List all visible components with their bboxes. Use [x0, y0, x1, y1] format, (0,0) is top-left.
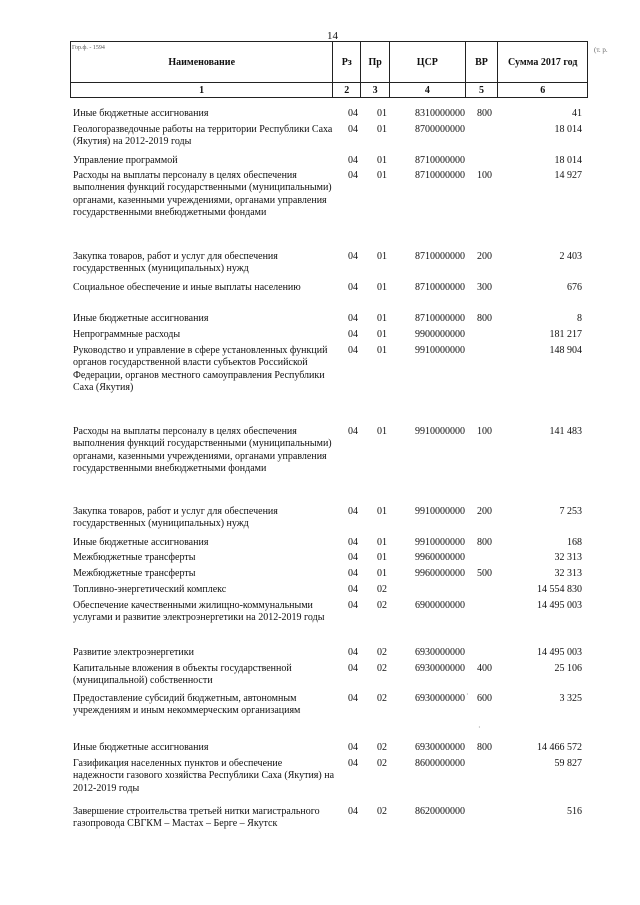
row-csr: 8620000000 — [415, 806, 465, 817]
row-csr: 6930000000 — [415, 647, 465, 658]
row-sum: 32 313 — [554, 552, 582, 563]
row-vr: 800 — [477, 108, 492, 119]
row-sum: 8 — [577, 313, 582, 324]
row-pr: 01 — [377, 552, 387, 563]
row-sum: 3 325 — [559, 693, 582, 704]
handwritten-note-left: Гор.ф. - 1594 — [72, 45, 105, 51]
row-rz: 04 — [348, 568, 358, 579]
row-sum: 25 106 — [554, 663, 582, 674]
row-pr: 01 — [377, 426, 387, 437]
row-pr: 02 — [377, 806, 387, 817]
row-sum: 141 483 — [549, 426, 582, 437]
row-rz: 04 — [348, 251, 358, 262]
row-rz: 04 — [348, 742, 358, 753]
row-pr: 02 — [377, 742, 387, 753]
row-vr: 800 — [477, 313, 492, 324]
header-rz: Рз — [333, 42, 361, 83]
row-csr: 9960000000 — [415, 568, 465, 579]
row-name: Руководство и управление в сфере установленных функций органов государственной власти субъектов Российской Федерации, органов местного самоуправления Республики Саха (Якутия) — [73, 345, 328, 394]
row-rz: 04 — [348, 108, 358, 119]
row-rz: 04 — [348, 806, 358, 817]
row-pr: 02 — [377, 758, 387, 769]
row-vr: 100 — [477, 426, 492, 437]
row-name: Межбюджетные трансферты — [73, 552, 196, 563]
header-num-2: 2 — [333, 83, 361, 98]
row-csr: 6930000000 — [415, 693, 465, 704]
row-rz: 04 — [348, 506, 358, 517]
handwritten-note-right: (т. р. — [594, 46, 608, 54]
row-csr: 9900000000 — [415, 329, 465, 340]
row-pr: 01 — [377, 313, 387, 324]
page-number: 14 — [327, 30, 338, 42]
row-rz: 04 — [348, 426, 358, 437]
row-vr: 300 — [477, 282, 492, 293]
row-sum: 14 495 003 — [537, 600, 582, 611]
row-sum: 14 495 003 — [537, 647, 582, 658]
row-name: Топливно-энергетический комплекс — [73, 584, 227, 595]
header-pr: Пр — [361, 42, 390, 83]
row-sum: 7 253 — [559, 506, 582, 517]
row-pr: 01 — [377, 108, 387, 119]
row-rz: 04 — [348, 345, 358, 356]
row-csr: 6930000000 — [415, 742, 465, 753]
row-rz: 04 — [348, 170, 358, 181]
row-name: Геологоразведочные работы на территории Республики Саха (Якутия) на 2012-2019 годы — [73, 124, 333, 148]
row-pr: 01 — [377, 506, 387, 517]
row-sum: 14 466 572 — [537, 742, 582, 753]
header-name: Наименование — [71, 42, 333, 83]
row-name: Иные бюджетные ассигнования — [73, 537, 209, 548]
row-rz: 04 — [348, 124, 358, 135]
row-pr: 01 — [377, 124, 387, 135]
row-sum: 516 — [567, 806, 582, 817]
row-pr: 01 — [377, 345, 387, 356]
row-csr: 8310000000 — [415, 108, 465, 119]
scan-speck: · — [478, 723, 481, 732]
row-csr: 9910000000 — [415, 537, 465, 548]
header-csr: ЦСР — [390, 42, 466, 83]
row-name: Межбюджетные трансферты — [73, 568, 196, 579]
row-pr: 02 — [377, 584, 387, 595]
header-num-5: 5 — [465, 83, 498, 98]
row-rz: 04 — [348, 552, 358, 563]
row-rz: 04 — [348, 537, 358, 548]
row-sum: 14 554 830 — [537, 584, 582, 595]
row-sum: 18 014 — [554, 124, 582, 135]
row-vr: 200 — [477, 506, 492, 517]
row-rz: 04 — [348, 329, 358, 340]
row-csr: 9910000000 — [415, 426, 465, 437]
row-name: Капитальные вложения в объекты государственной (муниципальной) собственности — [73, 663, 292, 687]
row-vr: 500 — [477, 568, 492, 579]
row-pr: 02 — [377, 663, 387, 674]
row-sum: 41 — [572, 108, 582, 119]
row-name: Иные бюджетные ассигнования — [73, 742, 209, 753]
row-name: Непрограммные расходы — [73, 329, 181, 340]
header-vr: ВР — [465, 42, 498, 83]
row-sum: 32 313 — [554, 568, 582, 579]
row-csr: 8710000000 — [415, 170, 465, 181]
header-sum: Сумма 2017 год — [498, 42, 588, 83]
row-vr: 800 — [477, 537, 492, 548]
row-pr: 01 — [377, 251, 387, 262]
row-name: Завершение строительства третьей нитки магистрального газопровода СВГКМ – Мастах – Берге – Якутск — [73, 806, 320, 830]
scan-speck: · — [466, 690, 469, 699]
row-vr: 400 — [477, 663, 492, 674]
row-name: Предоставление субсидий бюджетным, автономным учреждениям и иным некоммерческим организациям — [73, 693, 301, 717]
row-name: Закупка товаров, работ и услуг для обеспечения государственных (муниципальных) нужд — [73, 251, 278, 275]
row-csr: 8700000000 — [415, 124, 465, 135]
row-csr: 8600000000 — [415, 758, 465, 769]
row-sum: 2 403 — [559, 251, 582, 262]
row-csr: 6930000000 — [415, 663, 465, 674]
row-rz: 04 — [348, 600, 358, 611]
row-sum: 181 217 — [549, 329, 582, 340]
row-sum: 168 — [567, 537, 582, 548]
row-rz: 04 — [348, 663, 358, 674]
row-pr: 02 — [377, 647, 387, 658]
row-rz: 04 — [348, 693, 358, 704]
row-csr: 9960000000 — [415, 552, 465, 563]
row-name: Иные бюджетные ассигнования — [73, 313, 209, 324]
table-header — [70, 41, 588, 98]
row-pr: 02 — [377, 693, 387, 704]
row-pr: 01 — [377, 170, 387, 181]
row-pr: 01 — [377, 282, 387, 293]
row-csr: 8710000000 — [415, 282, 465, 293]
header-num-4: 4 — [390, 83, 466, 98]
row-name: Социальное обеспечение и иные выплаты населению — [73, 282, 301, 293]
row-rz: 04 — [348, 155, 358, 166]
row-name: Газификация населенных пунктов и обеспечение надежности газового хозяйства Республики Саха (Якутия) на 2012-2019 годы — [73, 758, 335, 794]
row-csr: 8710000000 — [415, 251, 465, 262]
row-name: Расходы на выплаты персоналу в целях обеспечения выполнения функций государственными (муниципальными) органами, казенными учреждениями, органами управления государственными внебюджетными фондами — [73, 426, 332, 475]
row-sum: 676 — [567, 282, 582, 293]
header-num-1: 1 — [71, 83, 333, 98]
row-rz: 04 — [348, 647, 358, 658]
row-name: Закупка товаров, работ и услуг для обеспечения государственных (муниципальных) нужд — [73, 506, 278, 530]
row-pr: 02 — [377, 600, 387, 611]
row-rz: 04 — [348, 584, 358, 595]
row-vr: 200 — [477, 251, 492, 262]
row-name: Иные бюджетные ассигнования — [73, 108, 209, 119]
row-csr: 9910000000 — [415, 506, 465, 517]
row-pr: 01 — [377, 155, 387, 166]
row-pr: 01 — [377, 329, 387, 340]
row-sum: 14 927 — [554, 170, 582, 181]
row-name: Развитие электроэнергетики — [73, 647, 194, 658]
row-csr: 8710000000 — [415, 155, 465, 166]
row-pr: 01 — [377, 537, 387, 548]
row-name: Обеспечение качественными жилищно-коммунальными услугами и развитие электроэнергетики на 2012-2019 годы — [73, 600, 325, 624]
row-rz: 04 — [348, 758, 358, 769]
row-pr: 01 — [377, 568, 387, 579]
header-num-3: 3 — [361, 83, 390, 98]
header-num-6: 6 — [498, 83, 588, 98]
row-vr: 800 — [477, 742, 492, 753]
row-sum: 59 827 — [554, 758, 582, 769]
row-csr: 8710000000 — [415, 313, 465, 324]
row-vr: 100 — [477, 170, 492, 181]
row-rz: 04 — [348, 282, 358, 293]
row-sum: 148 904 — [549, 345, 582, 356]
row-sum: 18 014 — [554, 155, 582, 166]
row-rz: 04 — [348, 313, 358, 324]
row-vr: 600 — [477, 693, 492, 704]
row-csr: 9910000000 — [415, 345, 465, 356]
row-csr: 6900000000 — [415, 600, 465, 611]
row-name: Управление программой — [73, 155, 178, 166]
row-name: Расходы на выплаты персоналу в целях обеспечения выполнения функций государственными (муниципальными) органами, казенными учреждениями, органами управления государственными внебюджетными фондами — [73, 170, 332, 219]
